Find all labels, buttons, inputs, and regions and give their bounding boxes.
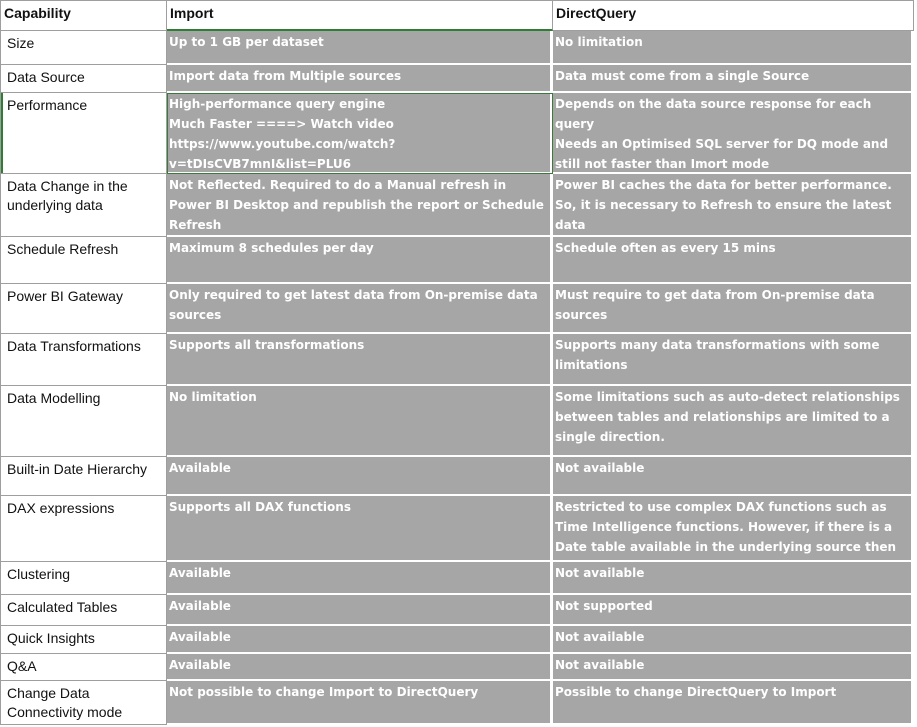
directquery-cell[interactable]: Schedule often as every 15 mins: [553, 237, 914, 284]
capability-cell[interactable]: Size: [1, 31, 167, 65]
import-cell[interactable]: Available: [167, 457, 553, 496]
import-cell[interactable]: Supports all transformations: [167, 334, 553, 386]
import-cell-selected[interactable]: High-performance query engine Much Faster ====> Watch video https://www.youtube.com/watch?v=tDIsCVB7mnI&list=PLU6: [167, 93, 553, 174]
directquery-cell[interactable]: No limitation: [553, 31, 914, 65]
header-directquery[interactable]: DirectQuery: [553, 1, 914, 31]
capability-cell[interactable]: Schedule Refresh: [1, 237, 167, 284]
capability-cell[interactable]: Q&A: [1, 654, 167, 681]
import-cell[interactable]: Only required to get latest data from On-premise data sources: [167, 284, 553, 334]
directquery-cell[interactable]: Not available: [553, 654, 914, 681]
directquery-cell[interactable]: Supports many data transformations with some limitations: [553, 334, 914, 386]
directquery-cell[interactable]: Depends on the data source response for each query Needs an Optimised SQL server for DQ mode and still not faster than Imort mode: [553, 93, 914, 174]
import-cell[interactable]: Available: [167, 654, 553, 681]
directquery-cell[interactable]: Possible to change DirectQuery to Import: [553, 681, 914, 725]
import-cell[interactable]: Up to 1 GB per dataset: [167, 31, 553, 65]
capability-cell[interactable]: DAX expressions: [1, 496, 167, 562]
import-cell[interactable]: Available: [167, 595, 553, 626]
directquery-cell[interactable]: Not supported: [553, 595, 914, 626]
directquery-cell[interactable]: Data must come from a single Source: [553, 65, 914, 93]
capability-cell[interactable]: Power BI Gateway: [1, 284, 167, 334]
import-cell[interactable]: Available: [167, 626, 553, 654]
header-capability[interactable]: Capability: [1, 1, 167, 31]
capability-cell[interactable]: Data Transformations: [1, 334, 167, 386]
capability-cell[interactable]: Calculated Tables: [1, 595, 167, 626]
import-cell[interactable]: Import data from Multiple sources: [167, 65, 553, 93]
directquery-cell[interactable]: Not available: [553, 626, 914, 654]
import-cell[interactable]: Maximum 8 schedules per day: [167, 237, 553, 284]
directquery-cell[interactable]: Not available: [553, 562, 914, 595]
capability-cell[interactable]: Data Modelling: [1, 386, 167, 457]
directquery-cell[interactable]: Restricted to use complex DAX functions such as Time Intelligence functions. However, if there is a Date table available in the underlying source then: [553, 496, 914, 562]
capability-cell[interactable]: Data Change in the underlying data: [1, 174, 167, 237]
capability-cell-selected[interactable]: Performance: [1, 93, 167, 174]
directquery-cell[interactable]: Some limitations such as auto-detect relationships between tables and relationships are limited to a single direction.: [553, 386, 914, 457]
import-cell[interactable]: No limitation: [167, 386, 553, 457]
capability-cell[interactable]: Quick Insights: [1, 626, 167, 654]
header-import[interactable]: Import: [167, 1, 553, 31]
capability-cell[interactable]: Clustering: [1, 562, 167, 595]
import-cell[interactable]: Not possible to change Import to DirectQuery: [167, 681, 553, 725]
import-cell[interactable]: Available: [167, 562, 553, 595]
capability-cell[interactable]: Data Source: [1, 65, 167, 93]
directquery-cell[interactable]: Not available: [553, 457, 914, 496]
directquery-cell[interactable]: Must require to get data from On-premise data sources: [553, 284, 914, 334]
capability-cell[interactable]: Change Data Connectivity mode: [1, 681, 167, 725]
capability-cell[interactable]: Built-in Date Hierarchy: [1, 457, 167, 496]
directquery-cell[interactable]: Power BI caches the data for better performance. So, it is necessary to Refresh to ensure the latest data: [553, 174, 914, 237]
import-cell[interactable]: Supports all DAX functions: [167, 496, 553, 562]
import-cell[interactable]: Not Reflected. Required to do a Manual refresh in Power BI Desktop and republish the report or Schedule Refresh: [167, 174, 553, 237]
